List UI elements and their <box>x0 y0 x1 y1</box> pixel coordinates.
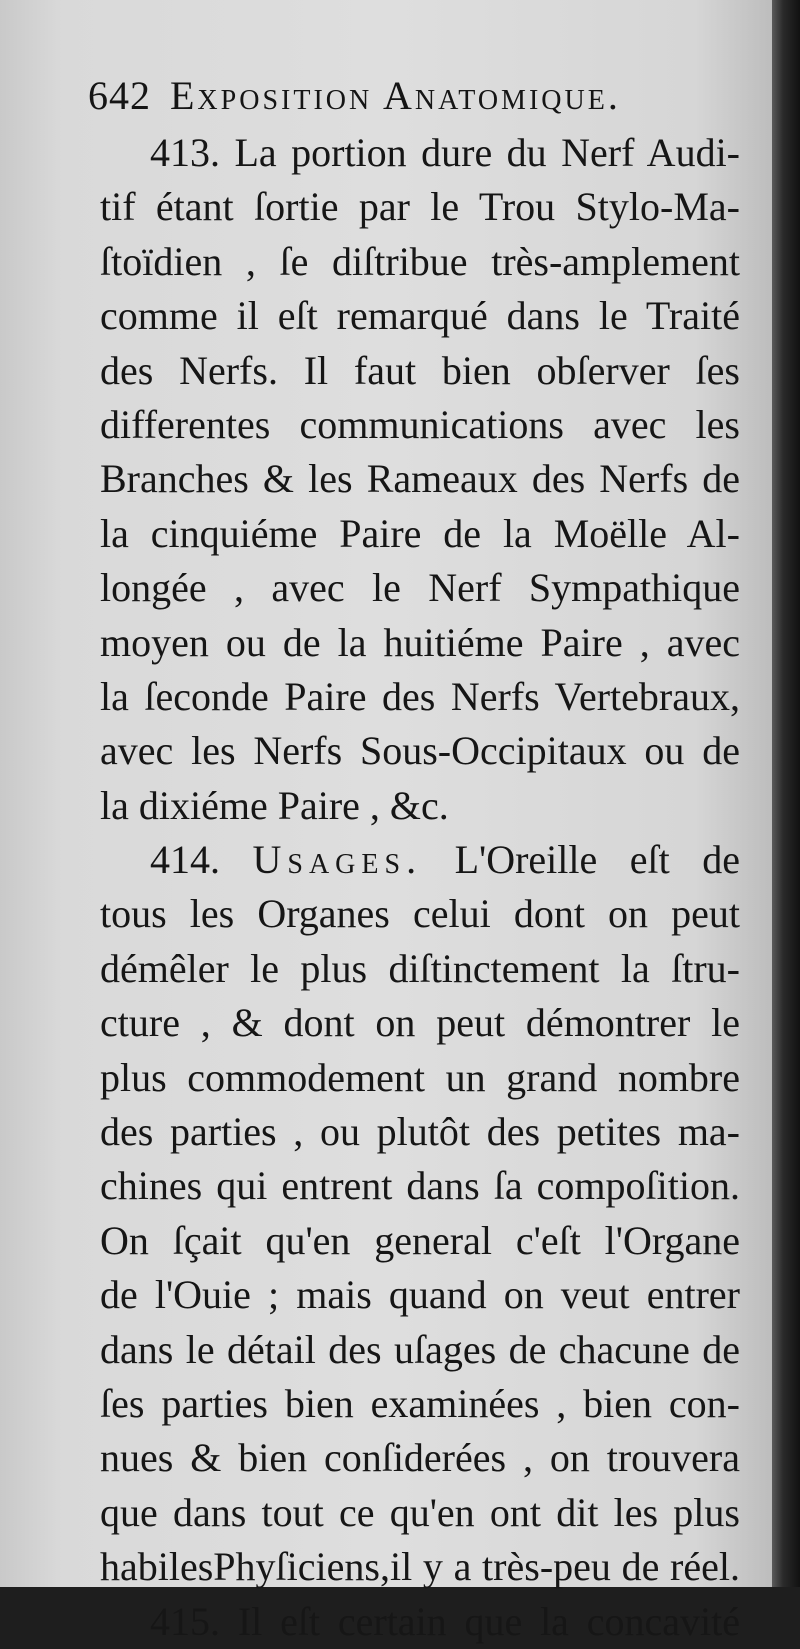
usages-line <box>100 833 740 887</box>
text-line: tif étant ſortie par le Trou Stylo-Ma- <box>100 184 740 230</box>
text-line: ſes parties bien examinées , bien con- <box>100 1380 740 1426</box>
text-line: ſtoïdien , ſe diſtribue très-amplement <box>100 238 740 284</box>
text-line: chines qui entrent dans ſa compoſition. <box>100 1163 740 1209</box>
text-line: la cinquiéme Paire de la Moëlle Al- <box>100 510 740 556</box>
running-title: Exposition Anatomique. <box>170 73 621 118</box>
text-line: démêler le plus diſtinctement la ſtru- <box>100 945 740 991</box>
text-line: que dans tout ce qu'en ont dit les plus <box>100 1489 740 1535</box>
section-heading: Usages. <box>252 837 423 883</box>
paragraph-number: 414. <box>150 837 220 883</box>
text-line: cture , & dont on peut démontrer le <box>100 1000 740 1046</box>
text-line: avec les Nerfs Sous-Occipitaux ou de <box>100 728 740 774</box>
text-line: la ſeconde Paire des Nerfs Vertebraux, <box>100 673 740 719</box>
text-line: On ſçait qu'en general c'eſt l'Organe <box>100 1217 740 1263</box>
text-fragment: L'Oreille eſt de <box>454 837 740 883</box>
text-line: des parties , ou plutôt des petites ma- <box>100 1109 740 1155</box>
text-line: la dixiéme Paire , &c. <box>100 782 449 828</box>
text-line: plus commodement un grand nombre <box>100 1054 740 1100</box>
text-line: 413. La portion dure du Nerf Audi- <box>150 130 740 175</box>
text-line: moyen ou de la huitiéme Paire , avec <box>100 619 740 665</box>
text-line: comme il eſt remarqué dans le Traité <box>100 293 740 339</box>
text-line: de l'Ouie ; mais quand on veut entrer <box>100 1272 740 1318</box>
text-line: nues & bien conſiderées , on trouvera <box>100 1435 740 1481</box>
text-line: 415. Il eſt certain que la concavité <box>150 1598 740 1644</box>
text-line: dans le détail des uſages de chacune de <box>100 1326 740 1372</box>
text-line: habilesPhyſiciens,il y a très-peu de réel. <box>100 1544 740 1590</box>
body-text <box>100 126 740 1649</box>
text-line: differentes communications avec les <box>100 401 740 447</box>
text-line: longée , avec le Nerf Sympathique <box>100 565 740 611</box>
text-line: Branches & les Rameaux des Nerfs de <box>100 456 740 502</box>
text-line: des Nerfs. Il faut bien obſerver ſes <box>100 347 740 393</box>
page-number: 642 <box>88 73 151 118</box>
book-gutter-shadow <box>772 0 800 1587</box>
text-line: tous les Organes celui dont on peut <box>100 891 740 937</box>
running-head <box>88 72 738 124</box>
